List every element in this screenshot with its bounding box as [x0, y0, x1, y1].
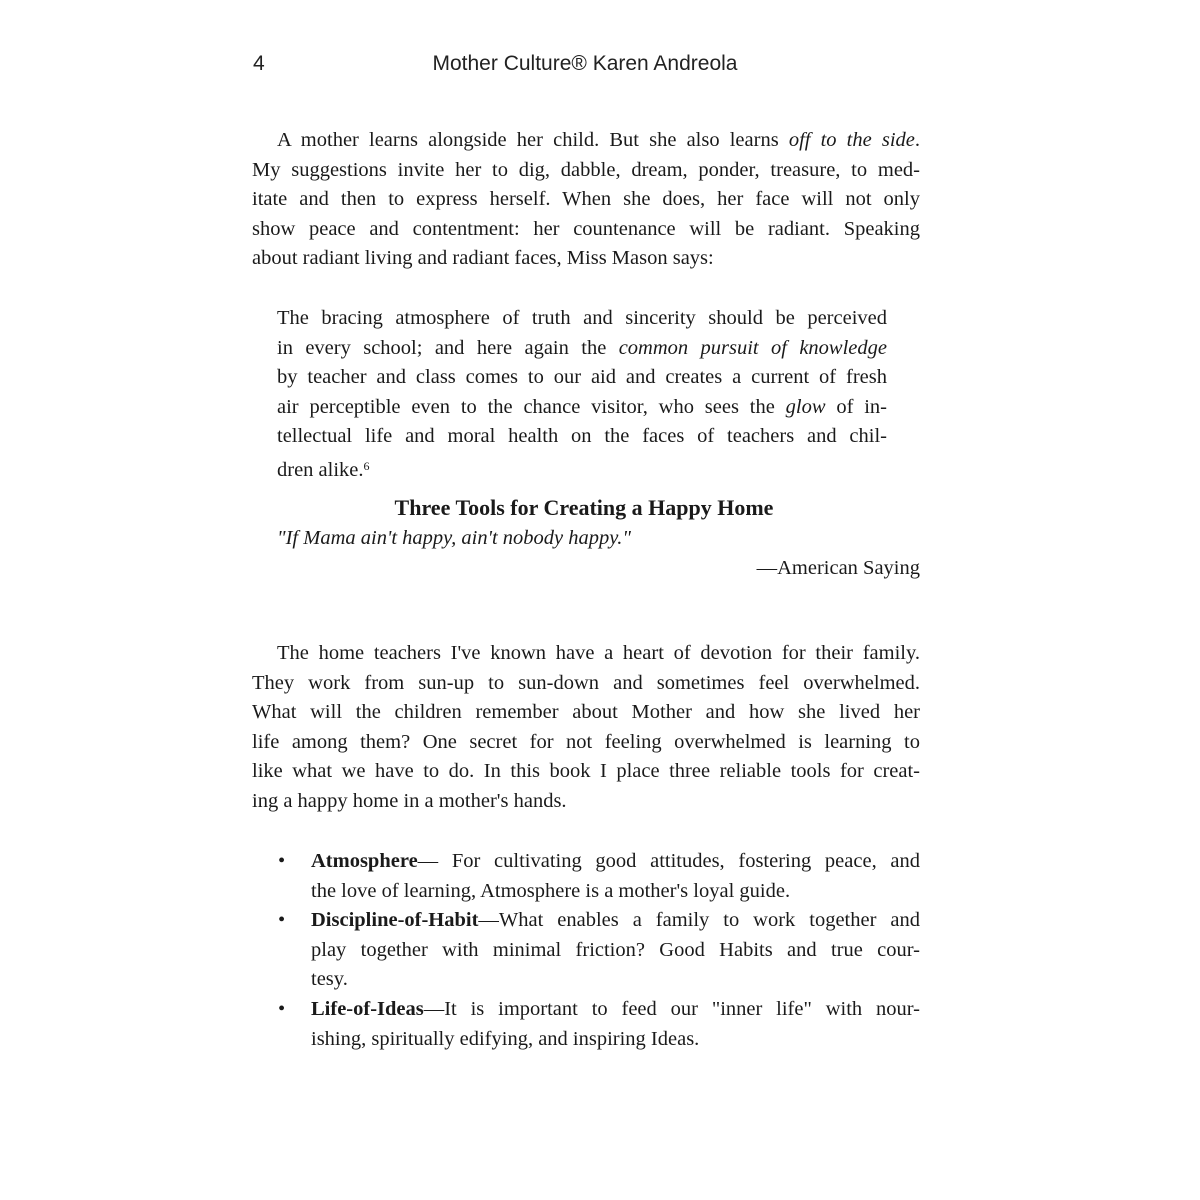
block-quote	[277, 304, 887, 482]
text-line	[252, 639, 920, 669]
text-run: They work from sun-up to sun-down and sometimes feel overwhelmed.	[252, 671, 920, 694]
text-run: of in-	[825, 395, 887, 418]
text-run: What will the children remember about Mother and how she lived her	[252, 701, 920, 724]
bold-term: Discipline-of-Habit	[311, 909, 479, 932]
text-line	[277, 452, 887, 482]
bullet-item	[252, 847, 920, 906]
tools-bullet-list	[252, 847, 920, 1054]
text-line	[311, 995, 920, 1025]
text-run: —What enables a family to work together and	[478, 909, 920, 932]
italic-text: common pursuit of knowledge	[618, 336, 887, 359]
text-line	[311, 877, 920, 907]
bullet-icon: •	[278, 997, 286, 1020]
text-line	[311, 965, 920, 995]
text-line	[252, 215, 920, 245]
epigraph: "If Mama ain't happy, ain't nobody happy."	[277, 527, 631, 549]
text-run: show peace and contentment: her countenance will be radiant. Speaking	[252, 217, 920, 240]
text-run: life among them? One secret for not feeling overwhelmed is learning to	[252, 730, 920, 753]
text-line	[311, 906, 920, 936]
text-line	[252, 185, 920, 215]
text-run: —It is important to feed our "inner life" with nour-	[423, 997, 920, 1020]
text-run: ishing, spiritually edifying, and inspiring Ideas.	[311, 1027, 700, 1050]
bullet-item	[252, 906, 920, 995]
text-line	[252, 156, 920, 186]
text-run: dren alike.	[277, 458, 364, 481]
bold-term: Life-of-Ideas	[311, 997, 424, 1020]
text-run: the love of learning, Atmosphere is a mother's loyal guide.	[311, 879, 791, 902]
text-run: The bracing atmosphere of truth and sincerity should be perceived	[277, 307, 887, 329]
text-run: itate and then to express herself. When she does, her face will not only	[252, 188, 920, 211]
text-line	[311, 847, 920, 877]
text-run: My suggestions invite her to dig, dabble, dream, ponder, treasure, to med-	[252, 158, 920, 181]
section-heading: Three Tools for Creating a Happy Home	[394, 495, 774, 520]
text-line	[252, 757, 920, 787]
text-run: like what we have to do. In this book I place three reliable tools for creat-	[252, 760, 920, 783]
footnote-marker[interactable]: 6	[363, 458, 370, 473]
text-run: air perceptible even to the chance visitor, who sees the	[277, 395, 786, 418]
text-line	[252, 698, 920, 728]
text-run: A mother learns alongside her child. But she also learns	[277, 129, 789, 151]
text-run: tesy.	[311, 968, 348, 991]
text-line	[277, 363, 887, 393]
text-line	[252, 669, 920, 699]
text-run: play together with minimal friction? Good Habits and true cour-	[311, 938, 920, 961]
italic-text: glow	[785, 395, 826, 418]
text-run: tellectual life and moral health on the faces of teachers and chil-	[277, 425, 887, 448]
page-number: 4	[253, 52, 265, 75]
text-run: ing a happy home in a mother's hands.	[252, 789, 567, 812]
text-run: — For cultivating good attitudes, fostering peace, and	[417, 850, 920, 872]
text-line	[277, 393, 887, 423]
text-line	[277, 304, 887, 334]
running-title: Mother Culture® Karen Andreola	[432, 52, 738, 75]
text-line	[311, 936, 920, 966]
bullet-item	[252, 995, 920, 1054]
paragraph-2	[252, 639, 920, 817]
text-run: by teacher and class comes to our aid and creates a current of fresh	[277, 366, 887, 389]
text-line	[252, 787, 920, 817]
paragraph-1	[252, 126, 920, 274]
text-run: The home teachers I've known have a heart of devotion for their family.	[277, 642, 920, 664]
italic-text: off to the side	[788, 129, 915, 151]
text-line	[252, 244, 920, 274]
bullet-icon: •	[278, 909, 286, 932]
text-run: about radiant living and radiant faces, Miss Mason says:	[252, 247, 714, 270]
text-line	[277, 334, 887, 364]
epigraph-attribution: —American Saying	[756, 557, 920, 579]
bold-term: Atmosphere	[311, 850, 418, 872]
text-line	[277, 422, 887, 452]
text-line	[252, 728, 920, 758]
text-line	[311, 1025, 920, 1055]
text-run: in every school; and here again the	[277, 336, 619, 359]
text-line	[252, 126, 920, 156]
bullet-icon: •	[278, 850, 286, 872]
text-run: .	[914, 129, 920, 151]
